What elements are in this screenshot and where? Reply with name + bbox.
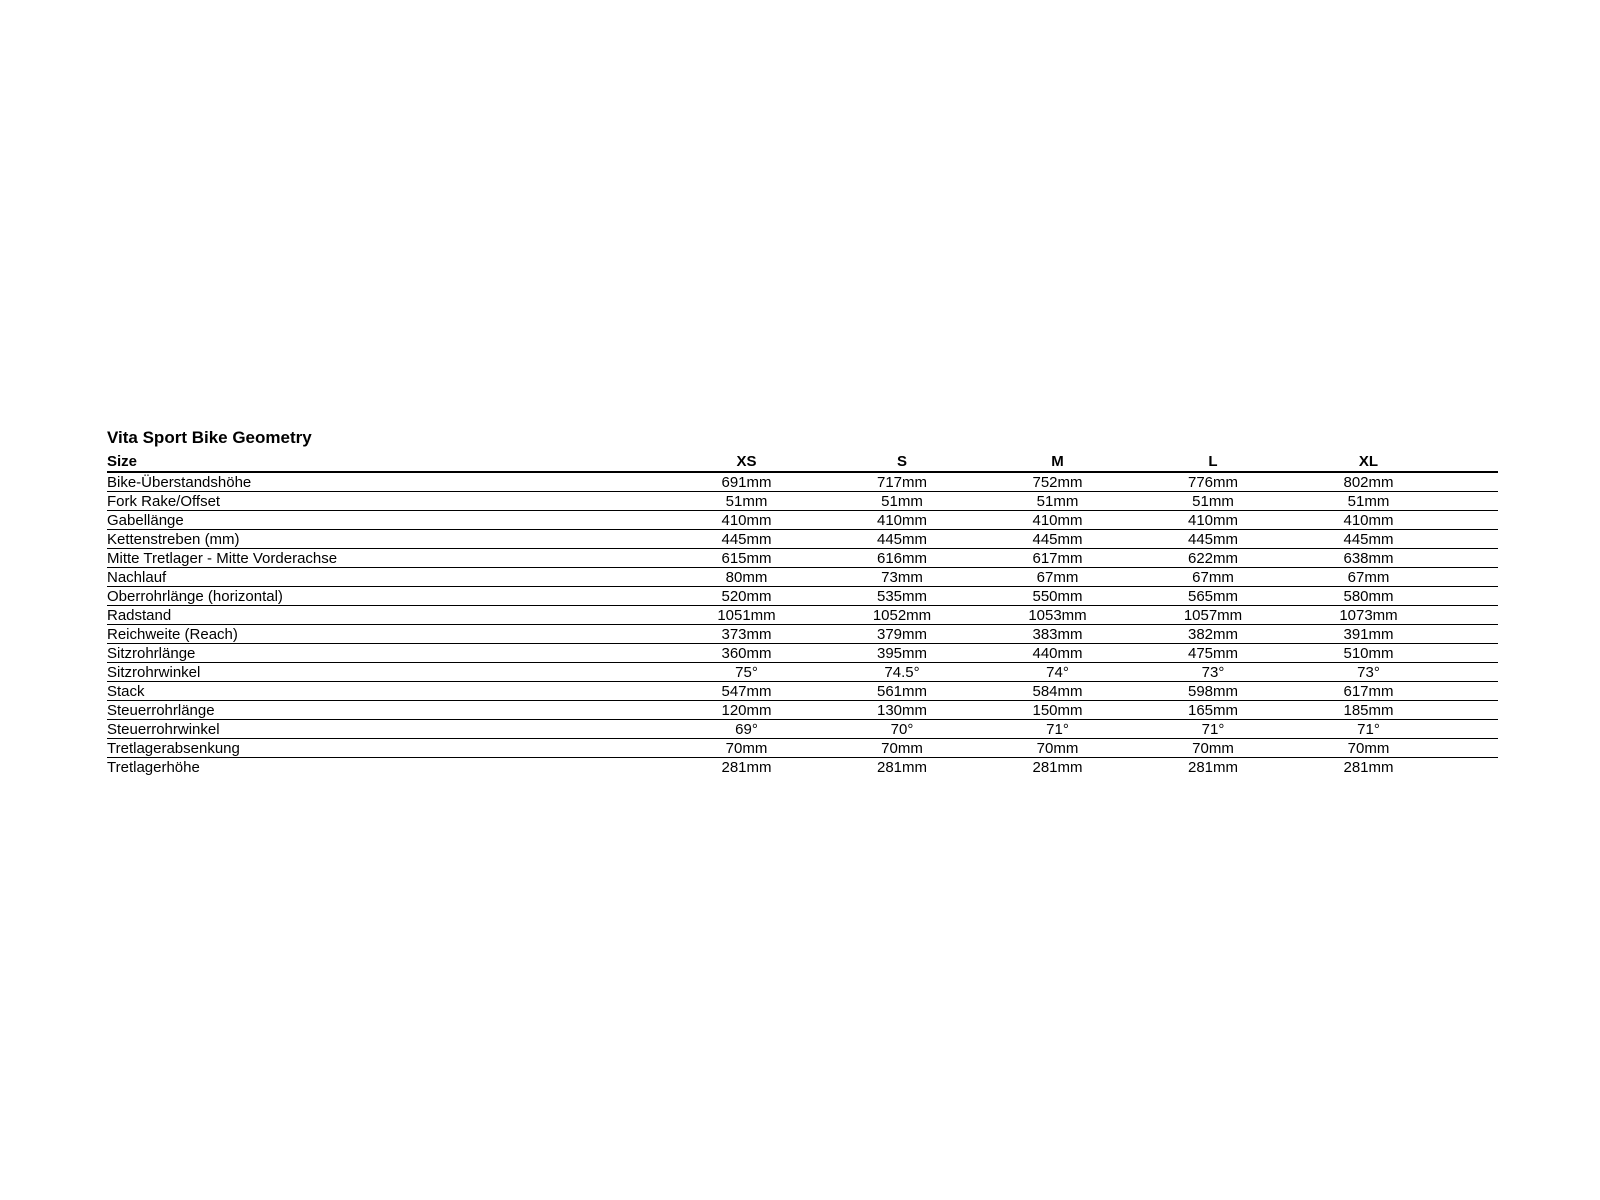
cell-size-l: 281mm xyxy=(1187,758,1239,776)
row-label: Radstand xyxy=(107,606,669,625)
cell-size-xs: 80mm xyxy=(669,568,824,587)
cell-size-m: 71° xyxy=(980,720,1135,739)
cell-size-xl: 185mm xyxy=(1291,701,1498,720)
header-size-label: Size xyxy=(107,452,669,472)
cell-size-m: 1053mm xyxy=(980,606,1135,625)
cell-size-l: 475mm xyxy=(1135,644,1291,663)
cell-size-m: 440mm xyxy=(980,644,1135,663)
cell-size-s: 445mm xyxy=(824,530,980,549)
cell-size-l: 165mm xyxy=(1135,701,1291,720)
cell-size-s: 51mm xyxy=(824,492,980,511)
cell-size-m: 752mm xyxy=(980,472,1135,492)
cell-size-m: 410mm xyxy=(980,511,1135,530)
cell-size-m: 617mm xyxy=(980,549,1135,568)
row-label: Sitzrohrwinkel xyxy=(107,663,669,682)
cell-size-l: 622mm xyxy=(1135,549,1291,568)
cell-size-xs: 410mm xyxy=(669,511,824,530)
table-row xyxy=(107,568,1498,587)
cell-size-xs: 70mm xyxy=(669,739,824,758)
cell-size-s: 70mm xyxy=(824,739,980,758)
cell-size-m: 445mm xyxy=(980,530,1135,549)
cell-size-m: 74° xyxy=(980,663,1135,682)
cell-size-xl: 71° xyxy=(1291,720,1498,739)
cell-size-xs: 520mm xyxy=(669,587,824,606)
cell-size-xl: 510mm xyxy=(1291,644,1498,663)
cell-size-m: 70mm xyxy=(980,739,1135,758)
geometry-table xyxy=(107,452,1498,776)
table-row xyxy=(107,644,1498,663)
table-header-row xyxy=(107,452,1498,472)
cell-size-xs: 445mm xyxy=(669,530,824,549)
cell-size-xl: 67mm xyxy=(1291,568,1498,587)
table-row xyxy=(107,530,1498,549)
cell-size-l: 70mm xyxy=(1135,739,1291,758)
row-label: Mitte Tretlager - Mitte Vorderachse xyxy=(107,549,669,568)
cell-size-xs: 360mm xyxy=(669,644,824,663)
table-row xyxy=(107,701,1498,720)
cell-size-s: 616mm xyxy=(824,549,980,568)
table-row xyxy=(107,739,1498,758)
document-title: Vita Sport Bike Geometry xyxy=(107,428,312,447)
cell-size-s: 73mm xyxy=(824,568,980,587)
cell-size-xl: 445mm xyxy=(1291,530,1498,549)
cell-size-l: 565mm xyxy=(1135,587,1291,606)
cell-size-xl: 638mm xyxy=(1291,549,1498,568)
cell-size-xs: 69° xyxy=(669,720,824,739)
table-row xyxy=(107,492,1498,511)
cell-size-xs: 1051mm xyxy=(669,606,824,625)
cell-size-xs: 281mm xyxy=(721,758,772,776)
row-label: Oberrohrlänge (horizontal) xyxy=(107,587,669,606)
cell-size-m: 550mm xyxy=(980,587,1135,606)
row-label: Steuerrohrwinkel xyxy=(107,720,669,739)
cell-size-xl: 1073mm xyxy=(1291,606,1498,625)
row-label: Bike-Überstandshöhe xyxy=(107,472,669,492)
cell-size-xl: 410mm xyxy=(1291,511,1498,530)
table-row xyxy=(107,663,1498,682)
cell-size-xl: 70mm xyxy=(1291,739,1498,758)
cell-size-s: 561mm xyxy=(824,682,980,701)
row-label: Kettenstreben (mm) xyxy=(107,530,669,549)
cell-size-s: 379mm xyxy=(824,625,980,644)
cell-size-m: 150mm xyxy=(980,701,1135,720)
cell-size-xs: 75° xyxy=(669,663,824,682)
cell-size-l: 67mm xyxy=(1135,568,1291,587)
cell-size-m: 67mm xyxy=(980,568,1135,587)
row-label: Tretlagerabsenkung xyxy=(107,739,669,758)
table-row xyxy=(107,625,1498,644)
row-label: Nachlauf xyxy=(107,568,669,587)
cell-size-s: 717mm xyxy=(824,472,980,492)
header-size-s: S xyxy=(824,452,980,472)
cell-size-s: 395mm xyxy=(824,644,980,663)
cell-size-xl: 51mm xyxy=(1291,492,1498,511)
cell-size-l: 410mm xyxy=(1135,511,1291,530)
table-body xyxy=(107,472,1498,776)
table-row xyxy=(107,587,1498,606)
cell-size-xs: 691mm xyxy=(669,472,824,492)
cell-size-s: 410mm xyxy=(824,511,980,530)
header-size-l: L xyxy=(1135,452,1291,472)
cell-size-xl: 281mm xyxy=(1343,758,1394,776)
cell-size-l: 71° xyxy=(1135,720,1291,739)
cell-size-s: 281mm xyxy=(876,758,928,776)
cell-size-xs: 51mm xyxy=(669,492,824,511)
cell-size-s: 74.5° xyxy=(824,663,980,682)
cell-size-l: 73° xyxy=(1135,663,1291,682)
cell-size-l: 445mm xyxy=(1135,530,1291,549)
table-row xyxy=(107,472,1498,492)
row-label: Reichweite (Reach) xyxy=(107,625,669,644)
cell-size-xl: 617mm xyxy=(1291,682,1498,701)
cell-size-m: 281mm xyxy=(1032,758,1083,776)
cell-size-l: 1057mm xyxy=(1135,606,1291,625)
cell-size-m: 383mm xyxy=(980,625,1135,644)
row-label: Sitzrohrlänge xyxy=(107,644,669,663)
cell-size-l: 51mm xyxy=(1135,492,1291,511)
cell-size-xs: 373mm xyxy=(669,625,824,644)
table-row xyxy=(107,720,1498,739)
cell-size-xl: 73° xyxy=(1291,663,1498,682)
cell-size-s: 535mm xyxy=(824,587,980,606)
cell-size-l: 776mm xyxy=(1135,472,1291,492)
table-row xyxy=(107,758,1498,777)
cell-size-xl: 580mm xyxy=(1291,587,1498,606)
header-size-xl: XL xyxy=(1291,452,1498,472)
table-row xyxy=(107,682,1498,701)
row-label: Stack xyxy=(107,682,669,701)
row-label: Gabellänge xyxy=(107,511,669,530)
table-row xyxy=(107,511,1498,530)
table-row xyxy=(107,606,1498,625)
cell-size-m: 51mm xyxy=(980,492,1135,511)
cell-size-s: 1052mm xyxy=(824,606,980,625)
cell-size-xl: 391mm xyxy=(1291,625,1498,644)
cell-size-xs: 615mm xyxy=(669,549,824,568)
row-label: Steuerrohrlänge xyxy=(107,701,669,720)
cell-size-xs: 547mm xyxy=(669,682,824,701)
cell-size-s: 130mm xyxy=(824,701,980,720)
cell-size-xl: 802mm xyxy=(1291,472,1498,492)
header-size-xs: XS xyxy=(669,452,824,472)
cell-size-l: 382mm xyxy=(1135,625,1291,644)
table-row xyxy=(107,549,1498,568)
cell-size-m: 584mm xyxy=(980,682,1135,701)
row-label: Tretlagerhöhe xyxy=(107,758,200,776)
cell-size-s: 70° xyxy=(824,720,980,739)
cell-size-l: 598mm xyxy=(1135,682,1291,701)
cell-size-xs: 120mm xyxy=(669,701,824,720)
header-size-m: M xyxy=(980,452,1135,472)
row-label: Fork Rake/Offset xyxy=(107,492,669,511)
